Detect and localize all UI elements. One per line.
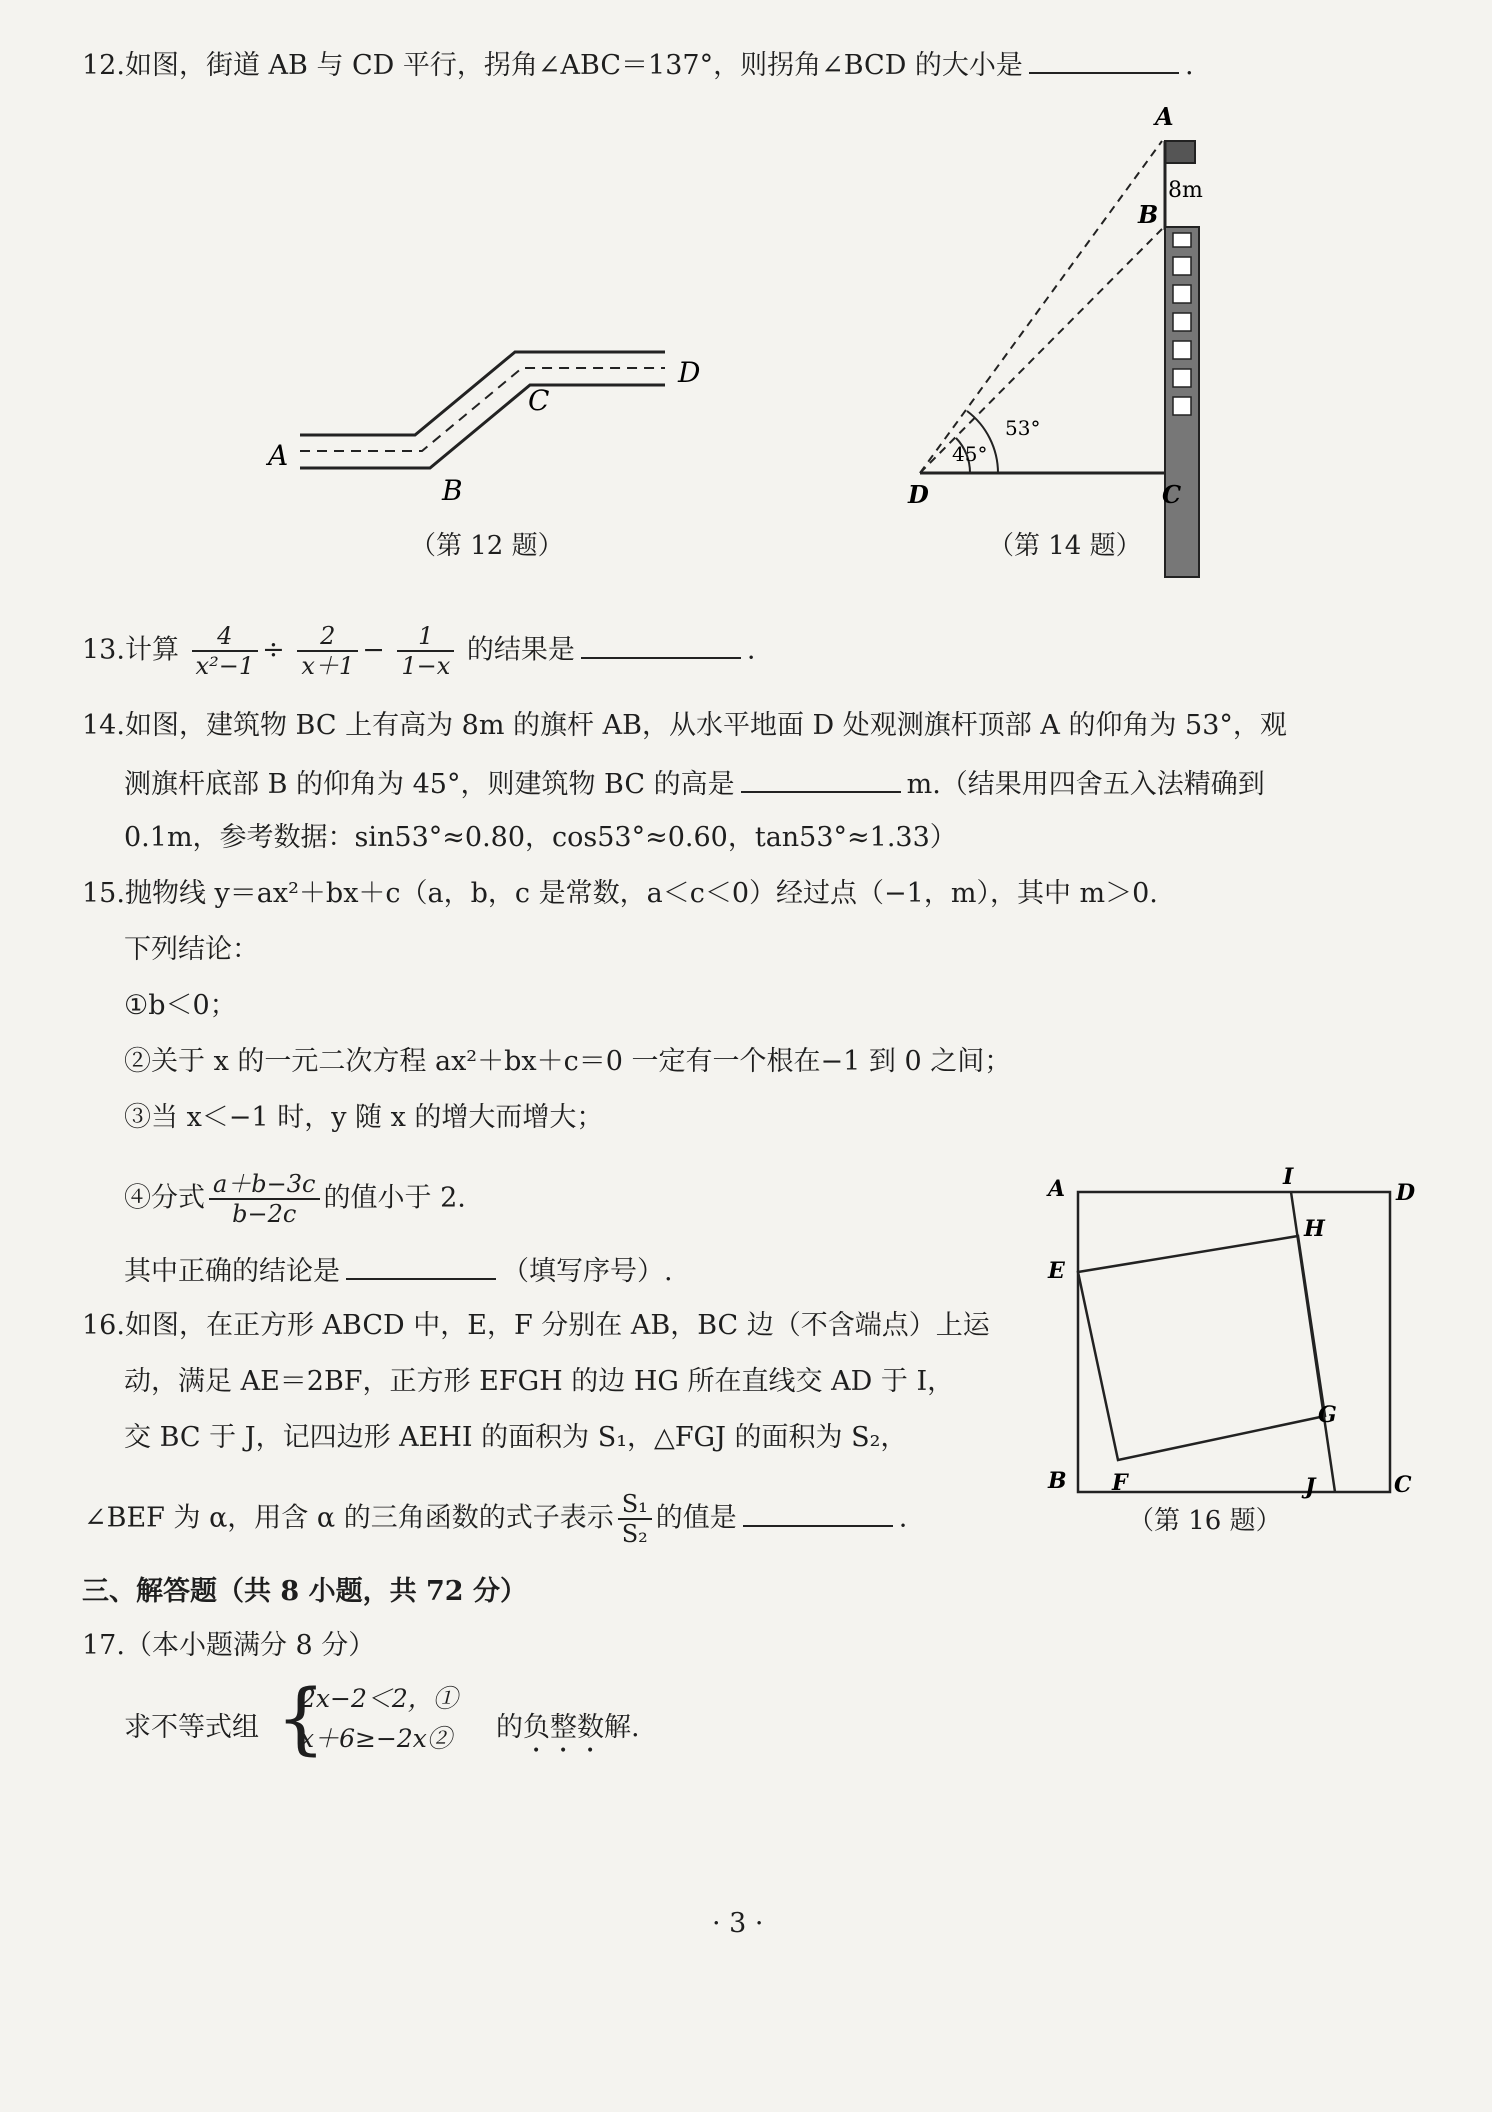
q14-line-2 (124, 765, 1265, 803)
angle-45-label: 45° (952, 442, 988, 466)
q15-c4-prefix: ④分式 (124, 1182, 205, 1214)
q15-conclusion-3: ③当 x＜−1 时，y 随 x 的增大而增大； (124, 1102, 604, 1133)
label-C: C (1394, 1472, 1412, 1498)
square-EFGH (1078, 1236, 1325, 1460)
q13-fraction-1-numerator: 4 (217, 622, 233, 650)
q16-end: . (898, 1502, 908, 1534)
figure-12-caption: （第 12 题） (410, 531, 564, 561)
q16-ratio-numerator: S₁ (621, 1490, 648, 1518)
q13-fraction-1-denominator: x²−1 (192, 650, 259, 680)
q13-fraction-2 (297, 622, 358, 680)
q13-fraction-3-numerator: 1 (418, 622, 434, 650)
page-number: · 3 · (712, 1908, 764, 1939)
label-F: F (1112, 1470, 1128, 1496)
q15-line-1: 15.抛物线 y＝ax²＋bx＋c（a，b，c 是常数，a＜c＜0）经过点（−1，m），其中 m＞0. (82, 878, 1158, 909)
q13-fraction-3-denominator: 1−x (397, 650, 454, 680)
label-C: C (528, 384, 550, 417)
q17-prefix: 求不等式组 (124, 1712, 259, 1743)
q13-divide: ÷ (262, 634, 285, 666)
q16-ratio-fraction (618, 1490, 652, 1548)
label-I: I (1283, 1164, 1294, 1190)
q15-conclusion-4 (124, 1170, 466, 1228)
q15-intro: 下列结论： (124, 934, 259, 965)
figure-16-caption: （第 16 题） (1128, 1506, 1282, 1536)
label-B: B (442, 474, 463, 507)
question-13 (82, 622, 755, 680)
label-B: B (1138, 200, 1159, 229)
figure-12-street (250, 330, 720, 510)
q16-line-3: 交 BC 于 J，记四边形 AEHI 的面积为 S₁，△FGJ 的面积为 S₂， (124, 1422, 908, 1453)
q17-title: 17.（本小题满分 8 分） (82, 1630, 376, 1661)
q13-suffix: 的结果是 (466, 634, 575, 666)
q12-text: 12.如图，街道 AB 与 CD 平行，拐角∠ABC＝137°，则拐角∠BCD 的大小是 (82, 50, 1023, 81)
q12-end: . (1184, 50, 1194, 81)
sight-line-DB (920, 229, 1162, 473)
q14-answer-blank[interactable] (741, 765, 901, 793)
q17-suffix-c: 解. (604, 1712, 640, 1743)
q13-prefix: 13.计算 (82, 634, 179, 666)
building-window (1173, 397, 1191, 415)
flag (1165, 141, 1195, 163)
q14-line-2-b: m.（结果用四舍五入法精确到 (906, 769, 1265, 800)
q16-line-4 (84, 1490, 907, 1548)
q12-answer-blank[interactable] (1029, 46, 1179, 74)
label-D: D (1396, 1180, 1416, 1206)
label-G: G (1318, 1402, 1337, 1428)
building-window (1173, 285, 1191, 303)
figure-14-flagpole (900, 102, 1220, 509)
q16-line-2: 动，满足 AE＝2BF，正方形 EFGH 的边 HG 所在直线交 AD 于 I， (124, 1366, 955, 1397)
label-H: H (1304, 1216, 1325, 1242)
q13-fraction-2-numerator: 2 (320, 622, 336, 650)
label-A: A (1048, 1176, 1066, 1202)
label-D: D (678, 356, 701, 389)
q14-line-1: 14.如图，建筑物 BC 上有高为 8m 的旗杆 AB，从水平地面 D 处观测旗杆顶部 A 的仰角为 53°，观 (82, 710, 1287, 741)
question-12 (82, 46, 1194, 84)
q13-fraction-3 (397, 622, 454, 680)
label-C: C (1162, 480, 1182, 509)
label-D: D (908, 480, 929, 509)
q16-line-4-b: 的值是 (655, 1502, 737, 1534)
street-edge-bottom (300, 385, 665, 468)
q17-suffix-a: 的 (496, 1712, 523, 1743)
building-window (1173, 233, 1191, 247)
system-brace: { (276, 1674, 326, 1764)
q13-fraction-2-denominator: x＋1 (297, 650, 358, 680)
q16-ratio-denominator: S₂ (618, 1518, 652, 1548)
q17-emphasized-text: 负整数 (523, 1712, 604, 1743)
label-J: J (1305, 1474, 1316, 1500)
section-3-heading: 三、解答题（共 8 小题，共 72 分） (82, 1576, 527, 1607)
q15-answer-line (124, 1252, 673, 1290)
q16-line-1: 16.如图，在正方形 ABCD 中，E，F 分别在 AB，BC 边（不含端点）上运 (82, 1310, 990, 1341)
building-window (1173, 313, 1191, 331)
q13-minus: − (362, 634, 385, 666)
q15-conclusion-2: ②关于 x 的一元二次方程 ax²＋bx＋c＝0 一定有一个根在−1 到 0 之间； (124, 1046, 1012, 1077)
q13-fraction-1 (192, 622, 259, 680)
q17-suffix (496, 1710, 640, 1759)
q15-c4-fraction (209, 1170, 320, 1228)
q15-answer-suffix: （填写序号）. (502, 1256, 673, 1287)
label-B: B (1048, 1468, 1067, 1494)
q13-answer-blank[interactable] (581, 631, 741, 659)
q16-answer-blank[interactable] (743, 1499, 893, 1527)
q17-inequality-2: x＋6≥−2x② (300, 1724, 452, 1753)
square-ABCD (1078, 1192, 1390, 1492)
q15-c4-denominator: b−2c (209, 1198, 320, 1228)
q15-c4-suffix: 的值小于 2. (323, 1182, 466, 1214)
q17-inequality-1: 2x−2＜2，① (300, 1684, 458, 1713)
building-window (1173, 257, 1191, 275)
label-A: A (268, 439, 289, 472)
q14-line-2-a: 测旗杆底部 B 的仰角为 45°，则建筑物 BC 的高是 (124, 769, 735, 800)
q13-end: . (746, 634, 756, 666)
q16-line-4-a: ∠BEF 为 α，用含 α 的三角函数的式子表示 (84, 1502, 614, 1534)
q15-c4-numerator: a＋b−3c (213, 1170, 316, 1198)
q14-line-3: 0.1m，参考数据：sin53°≈0.80，cos53°≈0.60，tan53°≈1.33） (124, 822, 957, 853)
angle-53-label: 53° (1005, 416, 1041, 440)
q15-answer-prefix: 其中正确的结论是 (124, 1256, 340, 1287)
building-window (1173, 369, 1191, 387)
building-window (1173, 341, 1191, 359)
q15-answer-blank[interactable] (346, 1252, 496, 1280)
label-E: E (1048, 1258, 1065, 1284)
sight-line-DA (920, 141, 1162, 473)
flag-height-label: 8m (1168, 178, 1203, 203)
figure-14-caption: （第 14 题） (988, 531, 1142, 561)
q15-conclusion-1: ①b＜0； (124, 990, 237, 1021)
label-A: A (1155, 102, 1174, 131)
figure-16-squares (1040, 1160, 1416, 1510)
